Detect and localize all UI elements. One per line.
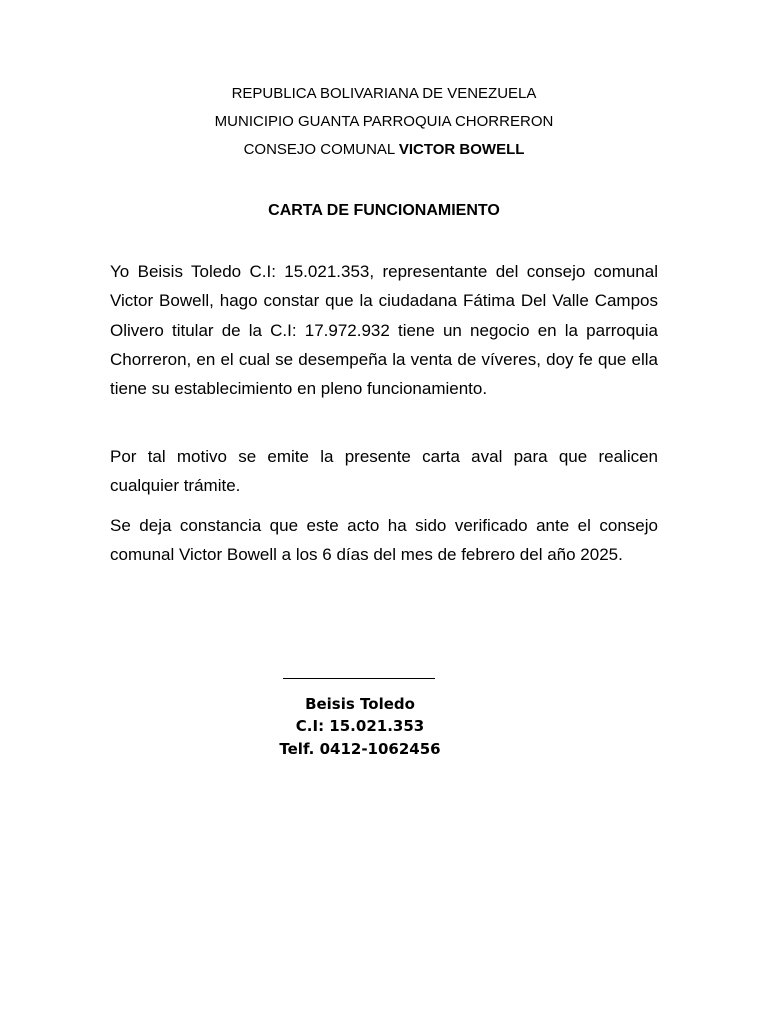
- body-paragraph-1: Yo Beisis Toledo C.I: 15.021.353, representante del consejo comunal Victor Bowell, hago constar que la ciudadana Fátima Del Valle Campos Olivero titular de la C.I: 17.972.932 tiene un negocio en la parroquia Chorreron, en el cual se desempeña la venta de víveres, doy fe que ella tiene su establecimiento en pleno funcionamiento.: [110, 262, 658, 399]
- signatory-name: Beisis Toledo: [305, 695, 415, 713]
- header-municipality: MUNICIPIO GUANTA PARROQUIA CHORRERON: [214, 113, 554, 130]
- body-paragraph-2: Por tal motivo se emite la presente carta aval para que realicen cualquier trámite.: [110, 447, 658, 496]
- document-title: CARTA DE FUNCIONAMIENTO: [268, 202, 500, 219]
- signature-line: [283, 678, 435, 679]
- body-paragraph-3: Se deja constancia que este acto ha sido verificado ante el consejo comunal Victor Bowell a los 6 días del mes de febrero del año 2025.: [110, 516, 658, 565]
- header-country: REPUBLICA BOLIVARIANA DE VENEZUELA: [231, 85, 537, 102]
- header-council-name: VICTOR BOWELL: [398, 141, 525, 158]
- signatory-phone: Telf. 0412-1062456: [279, 740, 441, 758]
- signatory-id: C.I: 15.021.353: [295, 717, 425, 735]
- header-council-prefix: CONSEJO COMUNAL: [243, 141, 399, 158]
- header-council: [0, 141, 768, 159]
